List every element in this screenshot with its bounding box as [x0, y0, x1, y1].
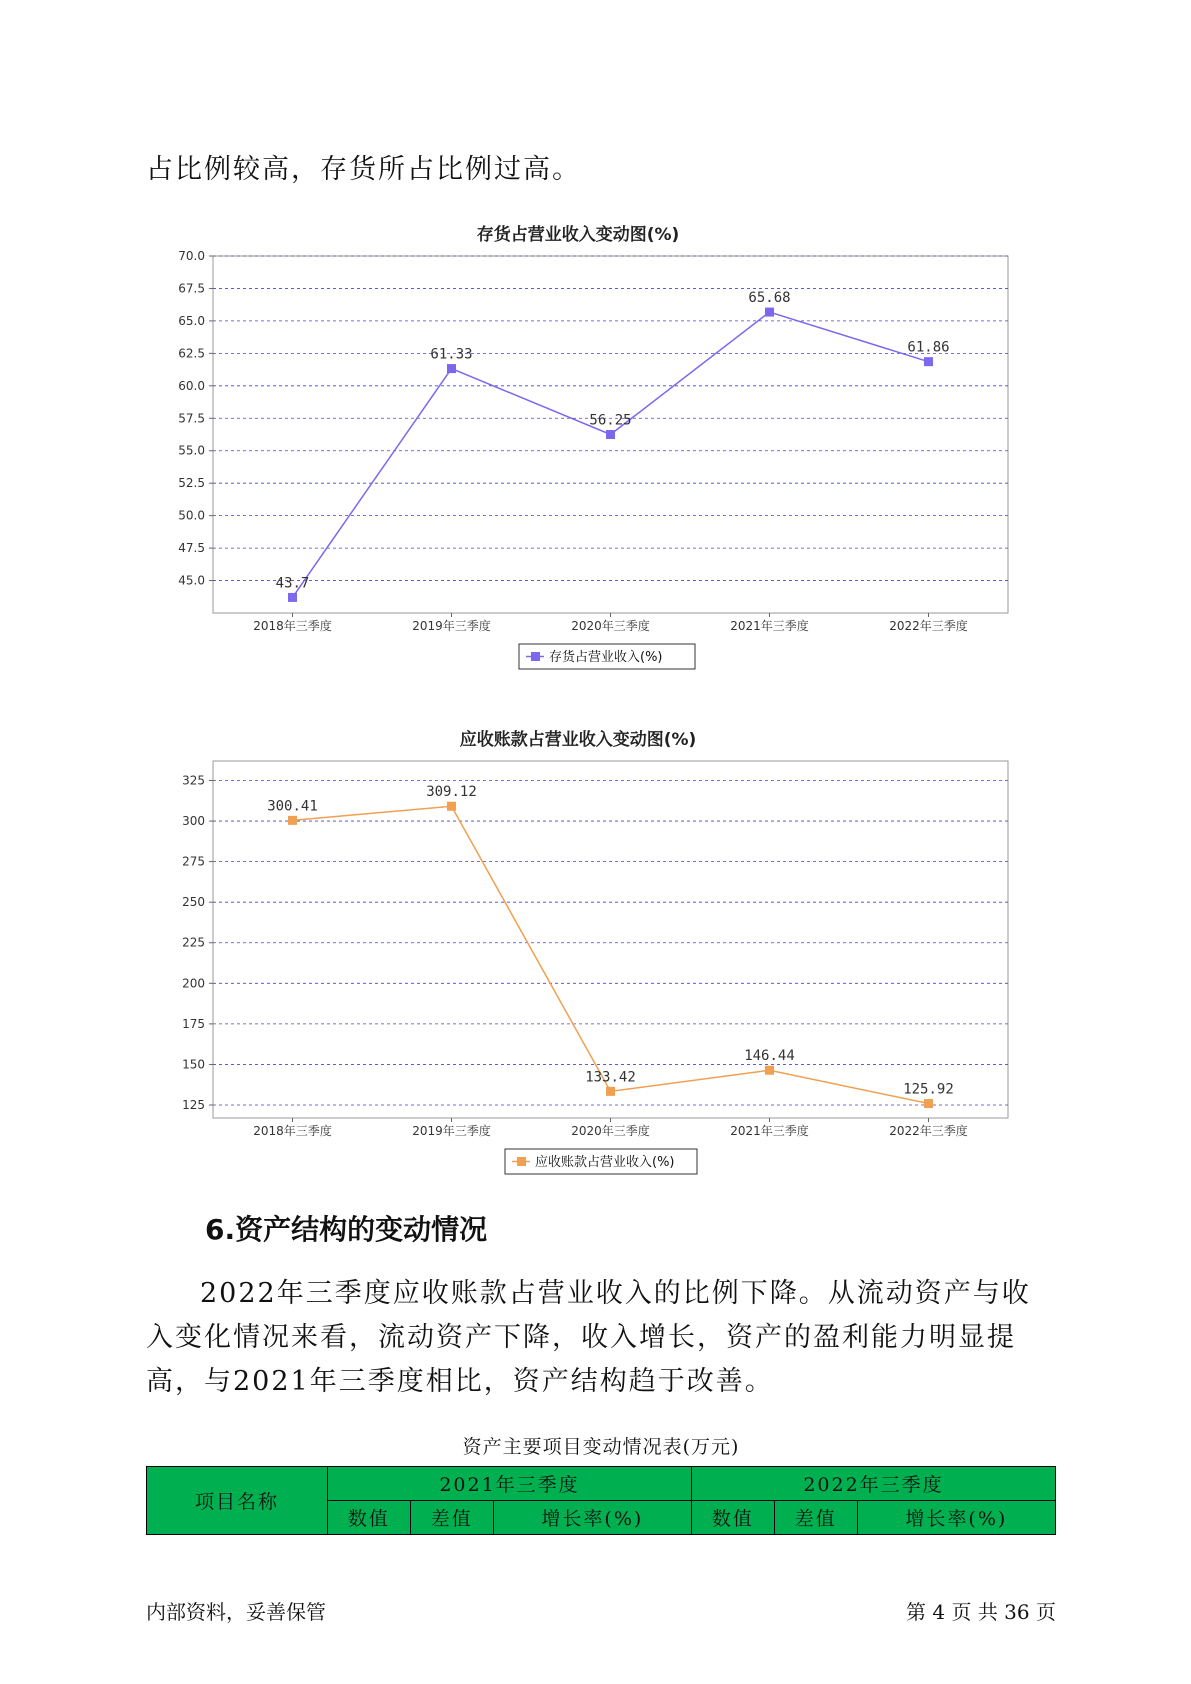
year-header: 2021年三季度 [328, 1467, 692, 1501]
legend-label: 存货占营业收入(%) [549, 650, 663, 665]
x-tick-label: 2022年三季度 [889, 619, 968, 633]
x-tick-label: 2021年三季度 [730, 619, 809, 633]
sub-header: 差值 [410, 1501, 493, 1535]
x-tick-label: 2020年三季度 [571, 619, 650, 633]
y-tick-label: 275 [182, 854, 205, 869]
page-number: 第 4 页 共 36 页 [906, 1600, 1056, 1624]
y-tick-label: 250 [182, 895, 205, 910]
data-point [606, 1087, 615, 1096]
y-tick-label: 45.0 [178, 573, 205, 588]
x-tick-label: 2022年三季度 [889, 1124, 968, 1138]
sub-header: 数值 [691, 1501, 774, 1535]
y-tick-label: 125 [182, 1098, 205, 1113]
data-label: 43.7 [275, 575, 310, 592]
sub-header: 增长率(%) [857, 1501, 1055, 1535]
x-tick-label: 2020年三季度 [571, 1124, 650, 1138]
item-name-header: 项目名称 [147, 1467, 328, 1535]
x-tick-label: 2019年三季度 [412, 619, 491, 633]
x-tick-label: 2018年三季度 [253, 619, 332, 633]
data-point [288, 593, 297, 602]
data-point [447, 364, 456, 373]
y-tick-label: 150 [182, 1057, 205, 1072]
data-point [765, 308, 774, 317]
y-tick-label: 55.0 [178, 443, 205, 458]
data-point [447, 802, 456, 811]
chart-legend [519, 644, 695, 669]
y-tick-label: 65.0 [178, 313, 205, 328]
section-heading: 6.资产结构的变动情况 [205, 1213, 488, 1246]
y-tick-label: 47.5 [178, 541, 205, 556]
year-header: 2022年三季度 [691, 1467, 1055, 1501]
data-label: 61.33 [430, 346, 473, 363]
sub-header: 增长率(%) [493, 1501, 691, 1535]
receivables-chart [146, 717, 1056, 1170]
data-point [606, 430, 615, 439]
data-label: 300.41 [267, 798, 318, 815]
series-line [293, 806, 929, 1103]
chart-legend [505, 1149, 697, 1174]
continuation-text: 占比例较高，存货所占比例过高。 [146, 154, 581, 185]
chart-title: 存货占营业收入变动图(%) [476, 225, 680, 245]
data-label: 133.42 [585, 1069, 636, 1086]
y-tick-label: 60.0 [178, 378, 205, 393]
data-point [924, 1099, 933, 1108]
data-label: 125.92 [903, 1081, 954, 1098]
data-point [765, 1066, 774, 1075]
y-tick-label: 67.5 [178, 281, 205, 296]
y-tick-label: 300 [182, 814, 205, 829]
x-tick-label: 2021年三季度 [730, 1124, 809, 1138]
data-label: 146.44 [744, 1048, 795, 1065]
y-tick-label: 57.5 [178, 411, 205, 426]
y-tick-label: 70.0 [178, 249, 205, 263]
data-label: 61.86 [907, 339, 950, 356]
receivables-chart-svg [146, 717, 1056, 1170]
x-tick-label: 2019年三季度 [412, 1124, 491, 1138]
table-caption: 资产主要项目变动情况表(万元) [462, 1436, 740, 1458]
sub-header: 数值 [328, 1501, 411, 1535]
footer-confidential: 内部资料，妥善保管 [146, 1600, 326, 1624]
data-point [288, 816, 297, 825]
legend-label: 应收账款占营业收入(%) [535, 1155, 675, 1170]
y-tick-label: 200 [182, 976, 205, 991]
y-tick-label: 62.5 [178, 346, 205, 361]
table-header-row [147, 1467, 1056, 1501]
data-label: 65.68 [748, 290, 791, 307]
data-label: 309.12 [426, 784, 477, 801]
x-tick-label: 2018年三季度 [253, 1124, 332, 1138]
y-tick-label: 225 [182, 935, 205, 950]
y-tick-label: 325 [182, 773, 205, 788]
data-label: 56.25 [589, 412, 632, 429]
y-tick-label: 52.5 [178, 476, 205, 491]
sub-header: 差值 [774, 1501, 857, 1535]
inventory-chart [146, 212, 1056, 665]
asset-table [146, 1466, 1056, 1535]
y-tick-label: 50.0 [178, 508, 205, 523]
data-point [924, 357, 933, 366]
section-paragraph: 2022年三季度应收账款占营业收入的比例下降。从流动资产与收入变化情况来看，流动资产下降，收入增长，资产的盈利能力明显提高，与2021年三季度相比，资产结构趋于改善。 [146, 1278, 1031, 1397]
inventory-chart-svg [146, 212, 1056, 665]
series-line [293, 312, 929, 597]
y-tick-label: 175 [182, 1016, 205, 1031]
chart-title: 应收账款占营业收入变动图(%) [459, 730, 697, 750]
